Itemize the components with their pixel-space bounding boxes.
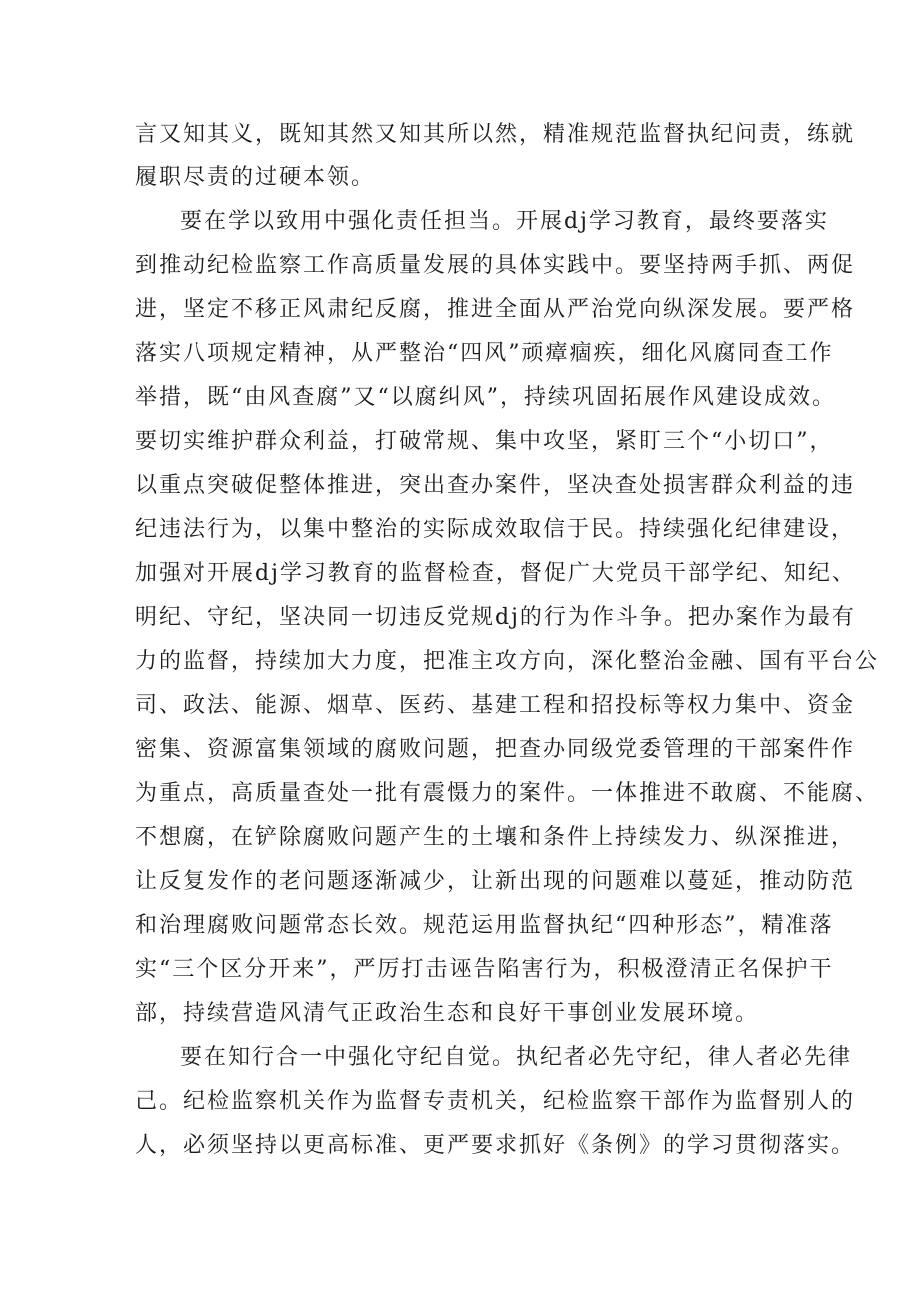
- text-line: 实“三个区分开来”，严厉打击诬告陷害行为，积极澄清正名保护干: [135, 957, 834, 982]
- text-line: 密集、资源富集领域的腐败问题，把查办同级党委管理的干部案件作: [135, 737, 856, 762]
- paragraph-start-line: 要在学以致用中强化责任担当。开展dj学习教育，最终要落实: [180, 209, 829, 234]
- text-line: 举措，既“由风查腐”又“以腐纠风”，持续巩固拓展作风建设成效。: [135, 385, 836, 410]
- text-line: 司、政法、能源、烟草、医药、基建工程和招投标等权力集中、资金: [135, 693, 856, 718]
- text-line: 加强对开展dj学习教育的监督检查，督促广大党员干部学纪、知纪、: [135, 561, 856, 586]
- text-line: 明纪、守纪，坚决同一切违反党规dj的行为作斗争。把办案作为最有: [135, 605, 856, 630]
- text-line: 为重点，高质量查处一批有震慑力的案件。一体推进不敢腐、不能腐、: [135, 781, 880, 806]
- text-line: 己。纪检监察机关作为监督专责机关，纪检监察干部作为监督别人的: [135, 1089, 856, 1114]
- text-line: 履职尽责的过硬本领。: [135, 165, 376, 190]
- text-line: 人，必须坚持以更高标准、更严要求抓好《条例》的学习贯彻落实。: [135, 1133, 856, 1158]
- text-line: 和治理腐败问题常态长效。规范运用监督执纪“四种形态”，精准落: [135, 913, 834, 938]
- paragraph-start-line: 要在知行合一中强化守纪自觉。执纪者必先守纪，律人者必先律: [180, 1045, 853, 1070]
- text-line: 落实八项规定精神，从严整治“四风”顽瘴痼疾，细化风腐同查工作: [135, 341, 834, 366]
- text-line: 要切实维护群众利益，打破常规、集中攻坚，紧盯三个“小切口”，: [135, 429, 834, 454]
- text-line: 不想腐，在铲除腐败问题产生的土壤和条件上持续发力、纵深推进，: [135, 825, 856, 850]
- text-line: 力的监督，持续加大力度，把准主攻方向，深化整治金融、国有平台公: [135, 649, 880, 674]
- text-line: 部，持续营造风清气正政治生态和良好干事创业发展环境。: [135, 1001, 760, 1026]
- text-line: 让反复发作的老问题逐渐减少，让新出现的问题难以蔓延，推动防范: [135, 869, 856, 894]
- text-line: 到推动纪检监察工作高质量发展的具体实践中。要坚持两手抓、两促: [135, 253, 856, 278]
- text-line: 进，坚定不移正风肃纪反腐，推进全面从严治党向纵深发展。要严格: [135, 297, 856, 322]
- text-line: 纪违法行为，以集中整治的实际成效取信于民。持续强化纪律建设，: [135, 517, 856, 542]
- text-line: 言又知其义，既知其然又知其所以然，精准规范监督执纪问责，练就: [135, 122, 856, 147]
- text-line: 以重点突破促整体推进，突出查办案件，坚决查处损害群众利益的违: [135, 473, 856, 498]
